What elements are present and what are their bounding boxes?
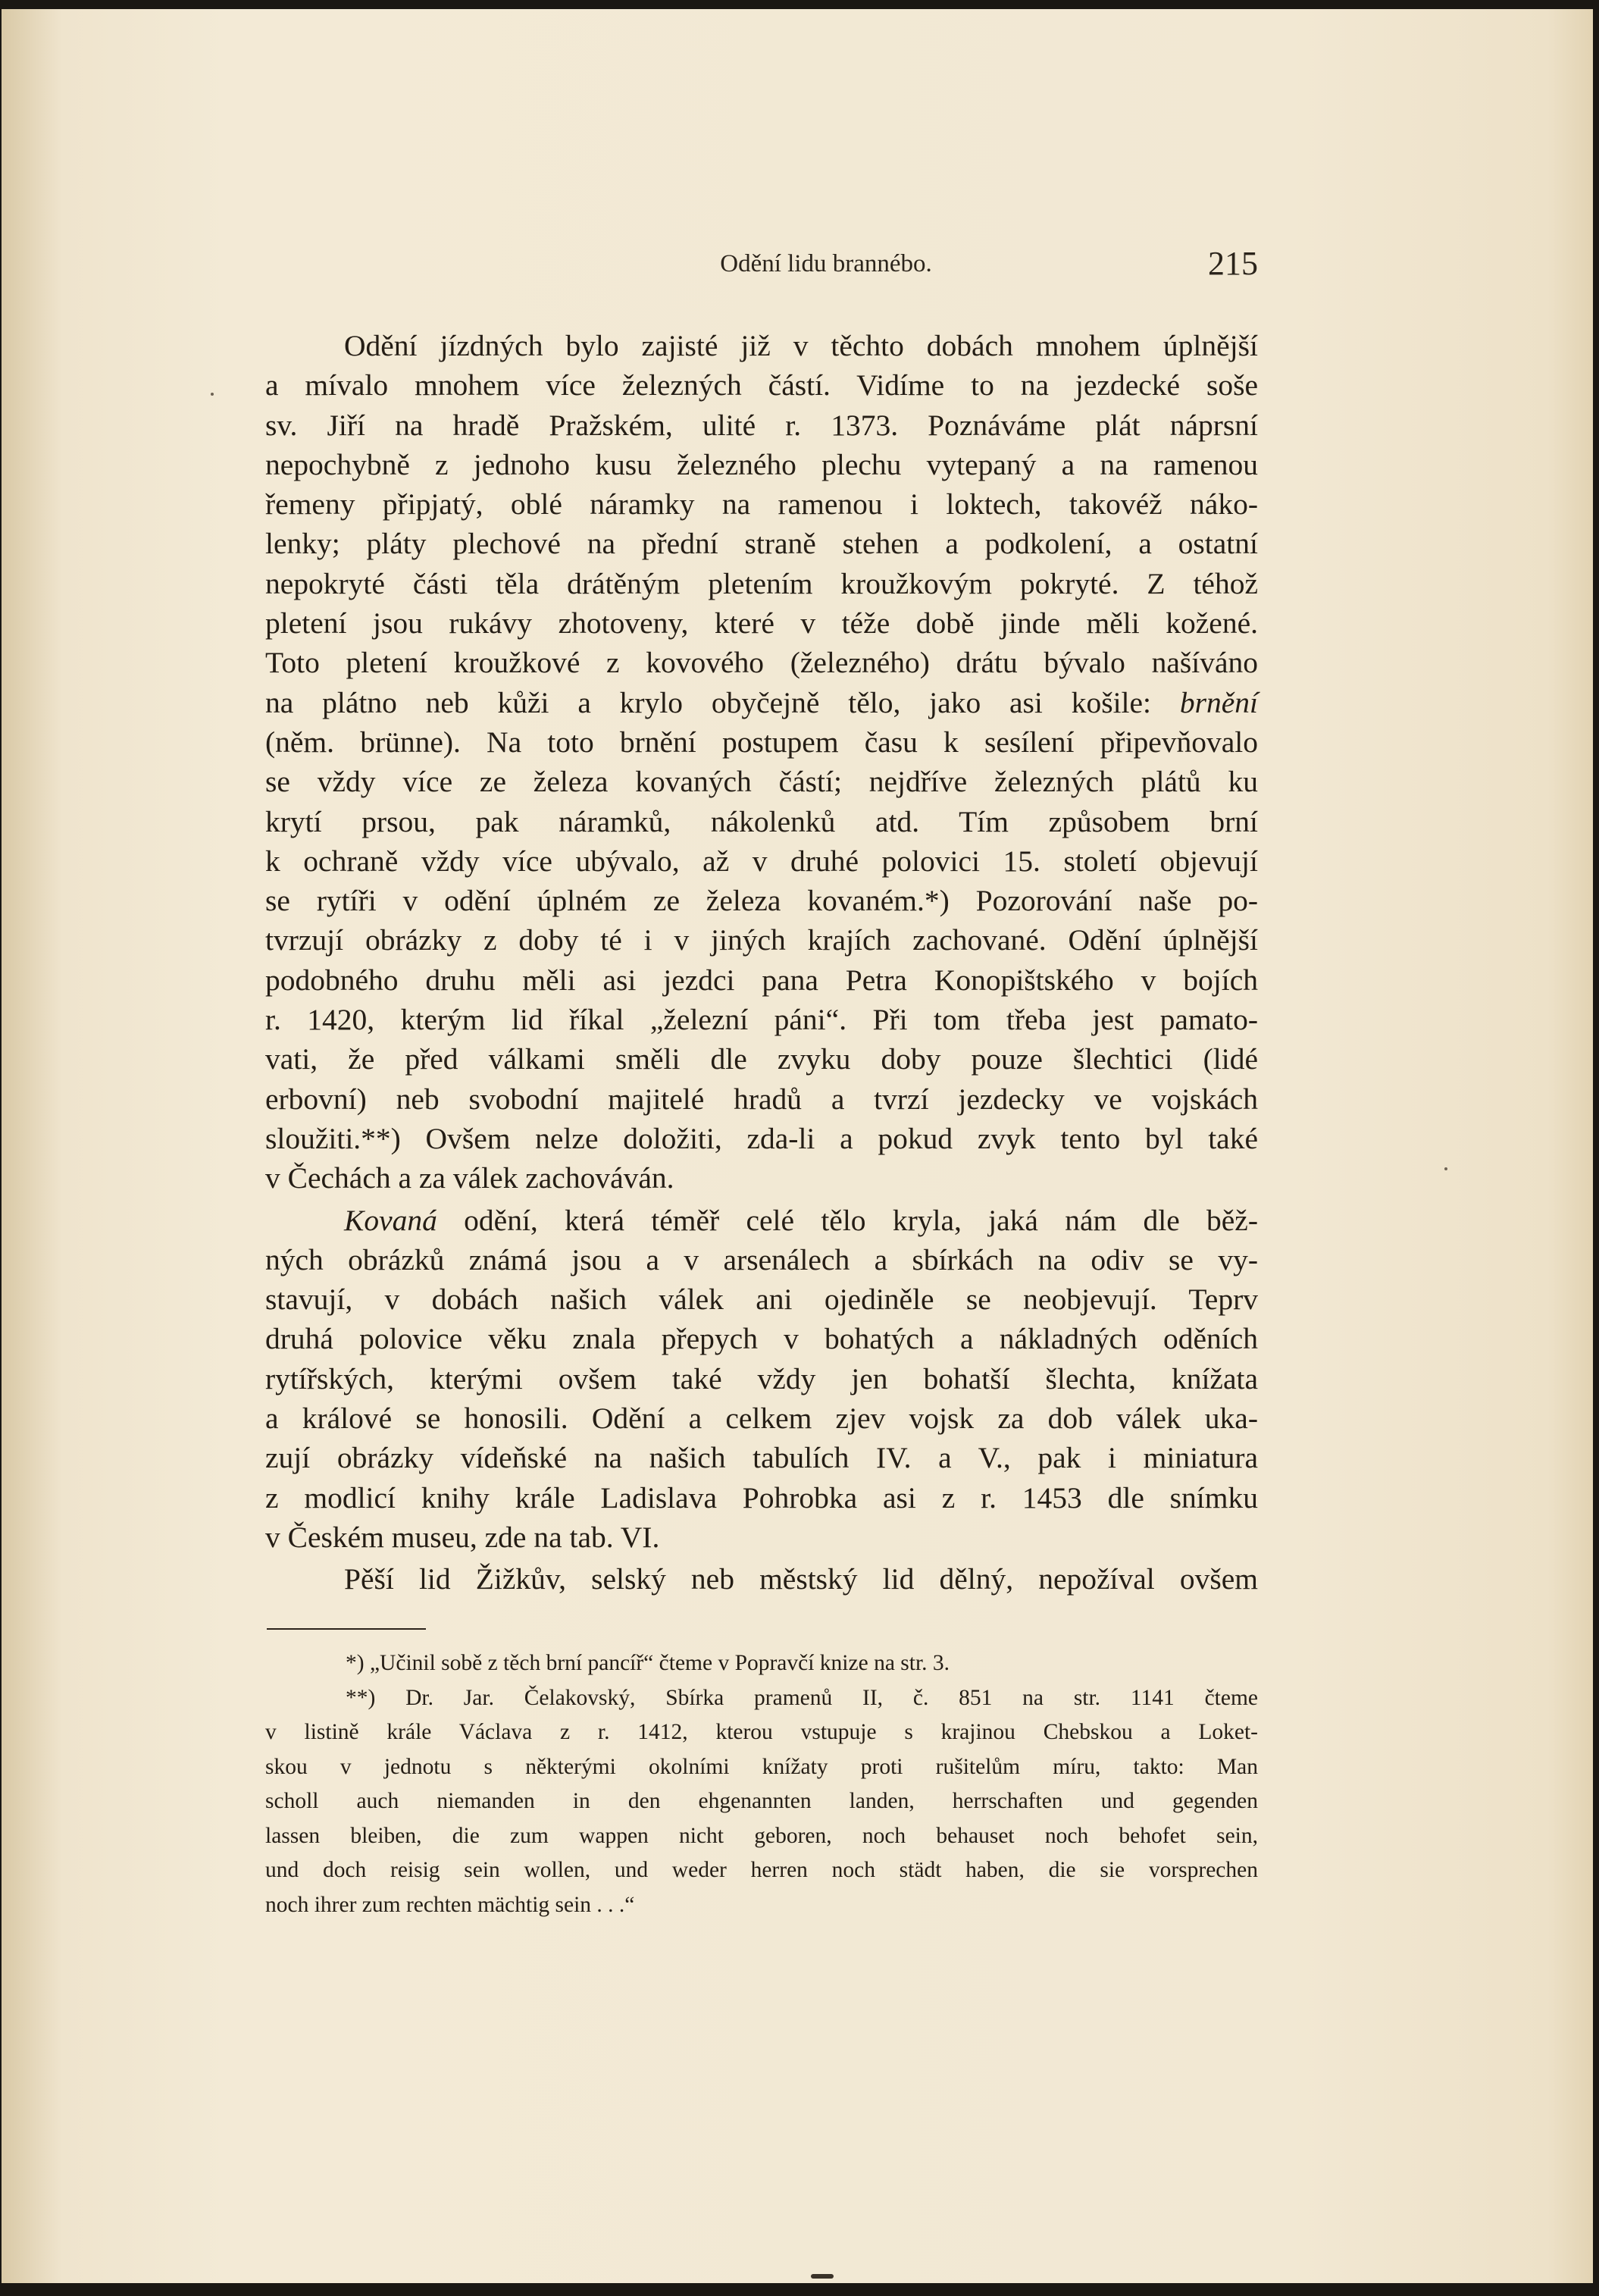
italic-term: brnění (1179, 685, 1258, 719)
paragraph-3 (265, 1559, 1258, 1599)
text-line: podobného druhu měli asi jezdci pana Petra Konopištského v bojích (265, 963, 1258, 997)
text-line: na plátno neb kůži a krylo obyčejně tělo, jako asi košile: brnění (265, 685, 1258, 719)
text-line: se rytíři v odění úplném ze železa kovaném.*) Pozorování naše po- (265, 884, 1258, 918)
text-line: Pěší lid Žižkův, selský neb městský lid dělný, nepožíval ovšem (344, 1562, 1258, 1596)
text-line: a mívalo mnohem více železných částí. Vidíme to na jezdecké soše (265, 368, 1258, 403)
footnotes (265, 1646, 1258, 1922)
text-line: v Českém museu, zde na tab. VI. (265, 1520, 660, 1554)
text-line: (něm. brünne). Na toto brnění postupem času k sesílení připevňovalo (265, 725, 1258, 759)
text-line: krytí prsou, pak náramků, nákolenků atd. Tím způsobem brní (265, 804, 1258, 838)
text-line: r. 1420, kterým lid říkal „železní páni“. Při tom třeba jest pamato- (265, 1003, 1258, 1037)
footnote-line: und doch reisig sein wollen, und weder herren noch städt haben, die sie vorsprechen (265, 1858, 1258, 1882)
text-line: se vždy více ze železa kovaných částí; nejdříve železných plátů ku (265, 765, 1258, 799)
footnote-1 (265, 1646, 1258, 1681)
footnote-line: **) Dr. Jar. Čelakovský, Sbírka pramenů II, č. 851 na str. 1141 čteme (346, 1685, 1258, 1710)
text-line: řemeny připjatý, oblé náramky na ramenou i loktech, takovéž náko- (265, 487, 1258, 522)
text-line: tvrzují obrázky z doby té i v jiných krajích zachované. Odění úplnější (265, 923, 1258, 957)
text-line: z modlicí knihy krále Ladislava Pohrobka asi z r. 1453 dle snímku (265, 1480, 1258, 1514)
text-line: Kovaná odění, která téměř celé tělo kryla, jaká nám dle běž- (344, 1203, 1258, 1237)
page-number: 215 (1208, 245, 1258, 282)
text-line: Odění jízdných bylo zajisté již v těchto dobách mnohem úplnější (344, 329, 1258, 362)
text-line: pletení jsou rukávy zhotoveny, které v téže době jinde měli kožené. (265, 606, 1258, 641)
text-line: sv. Jiří na hradě Pražském, ulité r. 1373. Poznáváme plát náprsní (265, 408, 1258, 442)
footnote-line: noch ihrer zum rechten mächtig sein . . .“ (265, 1892, 635, 1917)
text-line: rytířských, kterými ovšem také vždy jen bohatší šlechta, knížata (265, 1361, 1258, 1395)
text-line: Toto pletení kroužkové z kovového (železného) drátu bývalo našíváno (265, 646, 1258, 680)
footnote-line: lassen bleiben, die zum wappen nicht geboren, noch behauset noch behofet sein, (265, 1823, 1258, 1848)
footnote-line: *) „Učinil sobě z těch brní pancíř“ čteme v Popravčí knize na str. 3. (346, 1651, 950, 1675)
text-line: vati, že před válkami směli dle zvyku doby pouze šlechtici (lidé (265, 1042, 1258, 1076)
text-line: v Čechách a za válek zachováván. (265, 1161, 674, 1195)
footnote-divider (267, 1628, 426, 1630)
text-line: nepokryté části těla drátěným pletením kroužkovým pokryté. Z téhož (265, 566, 1258, 600)
text-line: sloužiti.**) Ovšem nelze doložiti, zda-li a pokud zvyk tento byl také (265, 1121, 1258, 1155)
paragraph-1 (265, 326, 1258, 1198)
paragraph-2 (265, 1201, 1258, 1558)
text-line: druhá polovice věku znala přepych v bohatých a nákladných oděních (265, 1322, 1258, 1356)
text-line: a králové se honosili. Odění a celkem zjev vojsk za dob válek uka- (265, 1402, 1258, 1436)
running-title: Odění lidu brannébo. (720, 250, 932, 277)
text-line: zují obrázky vídeňské na našich tabulích IV. a V., pak i miniatura (265, 1441, 1258, 1475)
page-header (265, 245, 1258, 296)
footnote-line: skou v jednotu s některými okolními knížaty proti rušitelům míru, takto: Man (265, 1754, 1258, 1779)
footnote-2 (265, 1681, 1258, 1923)
footnote-line: v listině krále Václava z r. 1412, kterou vstupuje s krajinou Chebskou a Loket- (265, 1720, 1258, 1744)
text-line: k ochraně vždy více ubývalo, až v druhé polovici 15. století objevují (265, 844, 1258, 878)
footnote-line: scholl auch niemanden in den ehgenannten landen, herrschaften und gegenden (265, 1789, 1258, 1813)
text-line: lenky; pláty plechové na přední straně stehen a podkolení, a ostatní (265, 527, 1258, 561)
paper-mark (811, 2274, 834, 2279)
paper-speck (1444, 1167, 1447, 1170)
body-text (265, 326, 1258, 1602)
text-line: ných obrázků známá jsou a v arsenálech a sbírkách na odiv se vy- (265, 1242, 1258, 1276)
text-line: stavují, v dobách našich válek ani ojediněle se neobjevují. Teprv (265, 1283, 1258, 1317)
italic-term: Kovaná (344, 1203, 437, 1237)
text-line: nepochybně z jednoho kusu železného plechu vytepaný a na ramenou (265, 447, 1258, 481)
text-line: erbovní) neb svobodní majitelé hradů a tvrzí jezdecky ve vojskách (265, 1082, 1258, 1116)
paper-speck (211, 393, 214, 396)
